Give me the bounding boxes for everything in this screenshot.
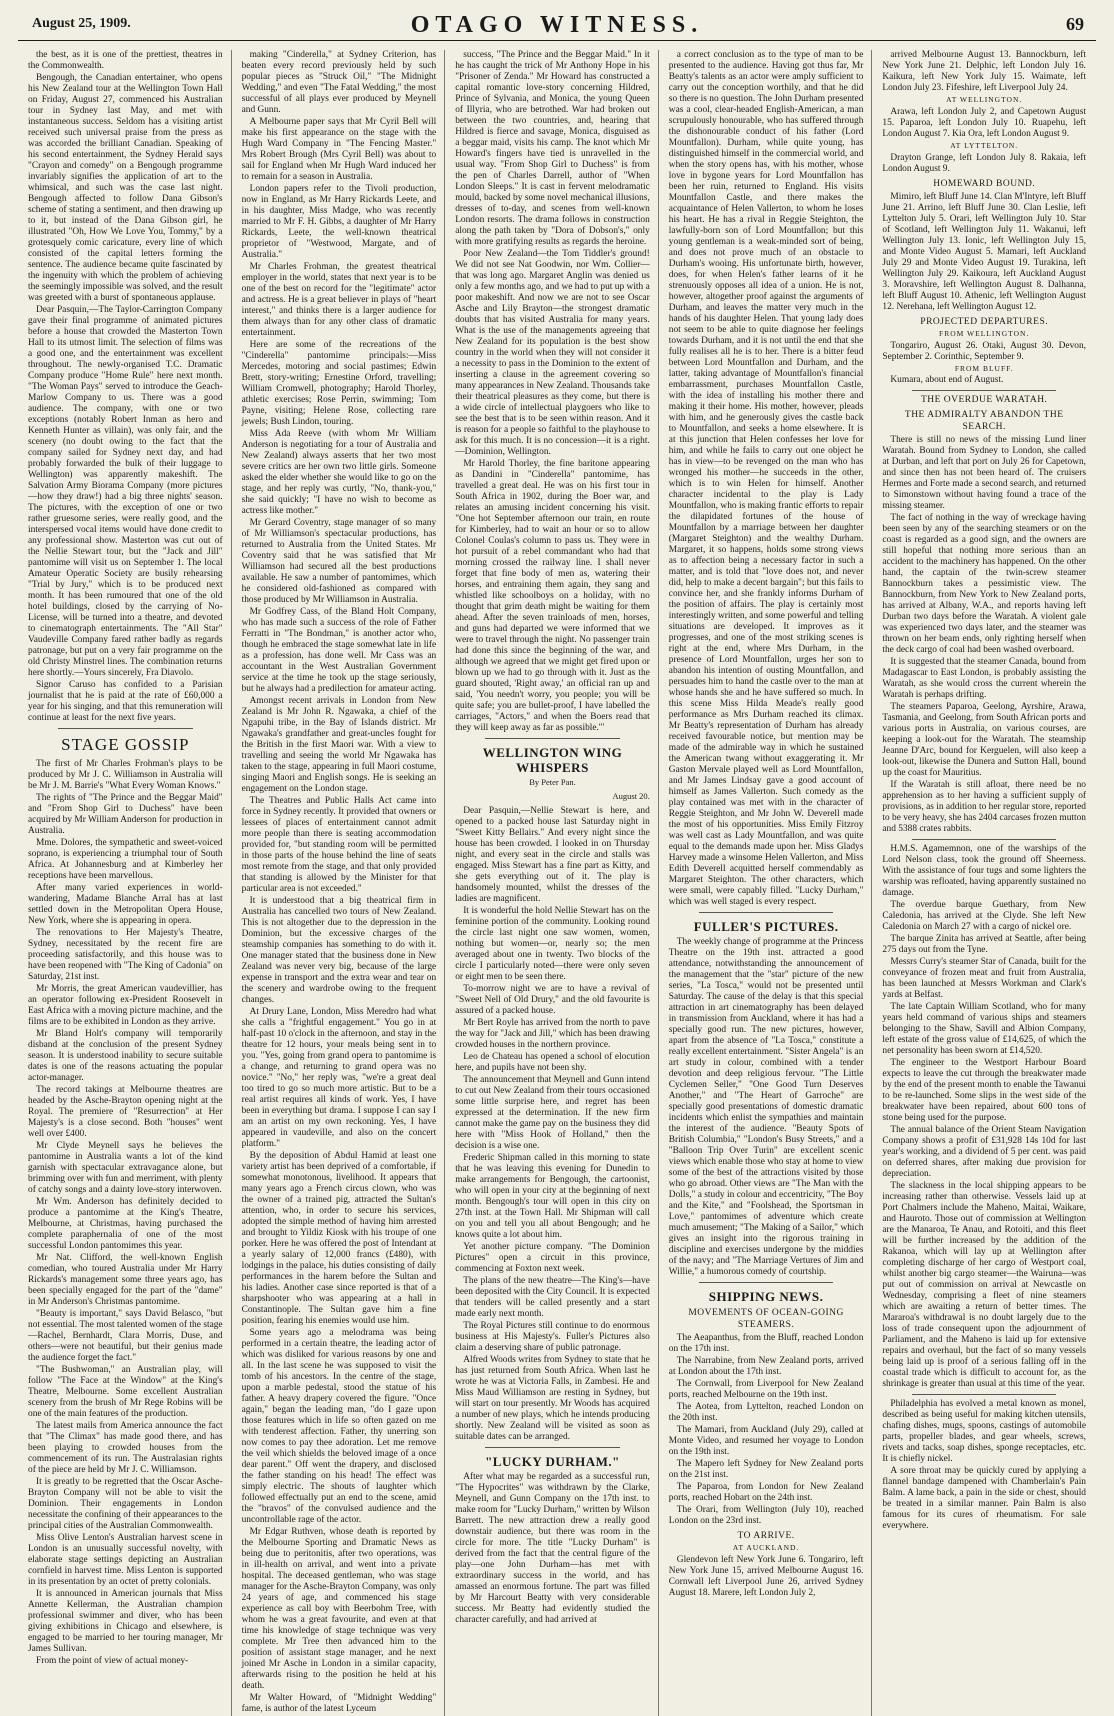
paragraph: At Drury Lane, London, Miss Meredro had what she calls a "frightful engagement." You go in at half-past 10 o'clock in the afternoon, and stay in the theatre for 12 hours, your meals being sent in to you. "Yes, going from grand opera to pantomime is a change, and returning to grand opera was no novice." "No," her reply was, "we're a great deal too tired to go so much more artistic. But to be a real artist requires all kinds of work. Yes, I have been in everything but drama. I suppose I can say I am an artist on my own reckoning. Yes, I have appeared in vaudeville, and also on the concert platform.": [241, 1007, 437, 1149]
subheading-small: AT AUCKLAND.: [732, 1542, 800, 1552]
paragraph: The first of Mr Charles Frohman's plays to be produced by Mr J. C. Williamson in Australia will be Mr J. M. Barrie's "What Every Woman Knows.": [28, 758, 223, 791]
paragraph: It is greatly to be regretted that the Oscar Asche-Brayton Company will not be able to visit the Dominion. Their engagements in London necessitate the confining of their appearances to the principal cities of the Australian Commonwealth.: [28, 1476, 223, 1531]
divider: [912, 1394, 1056, 1395]
section-heading-stage-gossip: STAGE GOSSIP: [61, 735, 190, 754]
paragraph: Mr Harold Thorley, the fine baritone appearing as Dandini in "Cinderella" pantomime, has travelled a great deal. He was on his first tour in South Africa in 1902, during the Boer war, and relates an amusing incident concerning his visit. "One hot September afternoon our train, en route for Kimberley, had to wait an hour or so to allow Colonel Coulas's column to pass us. They were in hot pursuit of a rebel commandant who had that morning crossed the railway line. I shall never forget that fine body of men as, watering their horses, and entraining them again, they sang and whistled like schoolboys on a holiday, with no thought that grim death might be waiting for them ahead. After the seven trainloads of men, horses, and guns had departed we were informed that we were to travel through the night. No passenger train had done this since the beginning of the war, and although we agreed that we might get fired upon or blown up we had to go through with it. Just as the guard shouted, 'Right away,' an official ran up and said, 'You needn't worry, you people; you will be quite safe; you are bullet-proof, I have labelled the carriages, "Actors," and when the Boers read that they will keep away as far as possible.'": [455, 459, 650, 733]
paragraph: Yet another picture company. "The Dominion Pictures" open a circuit in this province, commencing at Foxton next week.: [455, 1242, 650, 1275]
paragraph: The overdue barque Guethary, from New Caledonia, has arrived at the Clyde. She left New Caledonia on March 27 with a cargo of nickel ore.: [882, 899, 1086, 932]
newspaper-title: OTAGO WITNESS.: [410, 12, 704, 38]
paragraph: Mr Gerard Coventry, stage manager of so many of Mr Williamson's spectacular productions, has returned to Australia from the United States. Mr Coventry said that he was satisfied that Mr Williamson had secured all the best productions available. He saw a number of pantomimes, which he considered old-fashioned as compared with those produced by Mr Williamson in Australia.: [241, 518, 437, 605]
paragraph: London papers refer to the Tivoli production, now in England, as Mr Harry Rickards Leete, and in his daughter, Miss Madge, who was recently married to Mr F. H. Gibbs, a daughter of Mr Harry Rickards, Leete, the well-known theatrical proprietor of "Westwood, Margate, and of Australia.": [241, 184, 437, 260]
paragraph: The barque Zinita has arrived at Seattle, after being 275 days out from the Tyne.: [882, 933, 1086, 955]
paragraph: It is suggested that the steamer Canada, bound from Madagascar to East London, is probably assisting the Waratah, as she would cross the current wherein the Waratah is perhaps drifting.: [882, 656, 1086, 700]
paragraph: By the deposition of Abdul Hamid at least one variety artist has been deprived of a comfortable, if somewhat monotonous, livelihood. It appears that many years ago a French circus clown, who was the owner of a trained pig, attracted the Sultan's attention, who, in order to secure his services, adopted the simple method of having him arrested and brought to Yildiz Kiosk with his troupe of one porker. Here he was offered the post of Intendant at a yearly salary of 12,000 francs (£480), with lodgings in the palace, his duties consisting of daily performances in the harem before the Sultan and his ladies. Another case since reported is that of a sharpshooter who was appearing at a hall in Constantinople. The Sultan gave him a fine position, fearing his enemies would use him.: [241, 1151, 437, 1326]
subheading-small: AT WELLINGTON.: [946, 95, 1023, 104]
paragraph: The annual balance of the Orient Steam Navigation Company shows a profit of £31,928 14s 10d for last year's working, and a dividend of 5 per cent. was paid on deferred shares, after making due provision for depreciation.: [882, 1124, 1086, 1179]
paragraph: The late Captain William Scotland, who for many years held command of various ships and steamers belonging to the Shaw, Savill and Albion Company, left estate of the gross value of £14,625, of which the net personality has been sworn at £14,520.: [882, 1001, 1086, 1056]
paragraph: Bengough, the Canadian entertainer, who opens his New Zealand tour at the Wellington Town Hall on Friday, August 27, commenced his Australian tour in Sydney last May, and met with instantaneous success. Seldom has a visiting artist received such universal praise from the press as was accorded the brilliant Canadian. Speaking of his second entertainment, the Sydney Herald says "Crayon and comedy" on a Bengough programme invariably signifies the application of art to the whimsical, and such was the case last night. Bengough affected to follow Dana Gibson's scheme of stating a sentiment, and then drawing up to it, but instead of the Dana Gibson girl, he illustrated "Oh, How We Love You, Tommy," by a grotesquely comic caricature, every line of which consisted of the capital letters forming the sentence. The audience became quite fascinated by the ingenuity with which the problem of achieving the seemingly impossible was solved, and the result was greeted with a burst of spontaneous applause.: [28, 73, 223, 303]
divider: [485, 1447, 620, 1448]
dateline: August 20.: [612, 791, 650, 802]
paragraph: Leo de Chateau has opened a school of elocution here, and pupils have not been shy.: [455, 1052, 650, 1074]
paragraph: After many varied experiences in world-wandering, Madame Blanche Arral has at last settled down in the Metropolitan Opera House, New York, where she is appearing in opera.: [28, 882, 223, 926]
paragraph: To-morrow night we are to have a revival of "Sweet Nell of Old Drury," and the old favourite is assured of a packed house.: [455, 984, 650, 1017]
paragraph: Some years ago a melodrama was being performed in a certain theatre, the leading actor of which was disliked for various reasons by one and all. In the last scene he was supposed to visit the tomb of his ancestors. In the centre of the stage, upon a marble pedestal, stood the statue of his father. A heavy drapery covered the figure. "Once again," began the leading man, "do I gaze upon those features which in life so often gazed on me with tenderest affection. Father, thy unerring son now comes to pay thee adoration. Let me remove the veil which shields the beloved image of a once dear parent." Off went the drapery, and disclosed the father standing on his head! The effect was simply electric. The shouts of laughter which followed effectually put an end to the scene, amid the "bravos" of the convulsed audience and the uncontrollable rage of the actor.: [241, 1328, 437, 1525]
column-4: [669, 50, 873, 1716]
divider: [58, 728, 193, 729]
subheading: PROJECTED DEPARTURES.: [920, 316, 1049, 327]
subheading: MOVEMENTS OF OCEAN-GOING STEAMERS.: [688, 1308, 844, 1330]
byline: By Peter Pan.: [529, 777, 576, 788]
paragraph: "Beauty is important," says David Belasco, "but not essential. The most talented women of the stage—Rachel, Bernhardt, Clara Morris, Duse, and others—were not beautiful, but their genius made the audience forget the fact.": [28, 1308, 223, 1363]
section-heading-overdue-waratah: THE OVERDUE WARATAH.: [920, 395, 1048, 406]
paragraph: The Aotea, from Lyttelton, reached London on the 20th inst.: [668, 1401, 864, 1423]
paragraph: After what may be regarded as a successful run, "The Hypocrites" was withdrawn by the Clarke, Meynell, and Gunn Company on the 17th inst. to make room for "Lucky Durham," written by Wilson Barrett. The new attraction drew a really good downstair audience, but there was room in the circle for more. The title "Lucky Durham" is derived from the fact that the central figure of the play—one John Durham—has met with extraordinary success in the world, and has amassed an enormous fortune. The part was filled by Mr Harcourt Beatty with very considerable success. Mr Beatty had evidently studied the character carefully, and had arrived at: [455, 1472, 650, 1626]
paragraph: Glendevon left New York June 6. Tongariro, left New York June 15, arrived Melbourne August 16. Cornwall left Liverpool June 26, arrived Sydney August 18. Marere, left London July 2,: [668, 1554, 864, 1598]
paragraph: The Cornwall, from Liverpool for New Zealand ports, reached Melbourne on the 19th inst.: [668, 1378, 864, 1400]
column-2: [242, 50, 446, 1716]
paragraph: Mr Clyde Meynell says he believes the pantomime in Australia wants a lot of the kind garnish with spectacular extravagance alone, but brimming over with fun and merriment, with plenty of catchy songs and a dainty love-story interwoven.: [28, 1140, 223, 1195]
paragraph: The Aeapanthus, from the Bluff, reached London on the 17th inst.: [668, 1332, 864, 1354]
paragraph: Mimiro, left Bluff June 14. Clan M'Intyre, left Bluff June 21. Arrino, left Bluff June 30. Clan Leslie, left Lyttelton July 5. Orari, left Wellington July 10. Star of Scotland, left Wellington July 11. Wakanui, left Wellington July 13. Ionic, left Wellington July 15, and Monte Video August 5. Mamari, left Auckland July 29 and Monte Video August 19. Turakina, left Wellington July 29. Kaikoura, left Auckland August 3. Moravshire, left Wellington August 8. Dalhanna, left Bluff August 10. Athenic, left Wellington August 12. Nerehana, left Wellington August 12.: [882, 191, 1086, 312]
paragraph: Mr Charles Frohman, the greatest theatrical employer in the world, states that next year is to be one of the best on record for the "legitimate" actor and actress. He is a great believer in plays of "heart interest," and thinks there is a larger audience for them always than for any other class of dramatic entertainment.: [241, 262, 437, 338]
paragraph: The plans of the new theatre—The King's—have been deposited with the City Council. It is expected that tenders will be called presently and a start made early next month.: [455, 1276, 650, 1320]
paragraph: It is understood that a big theatrical firm in Australia has cancelled two tours of New Zealand. This is not altogether due to the depression in the Dominion, but the excessive charges of the steamship companies has something to do with it. One manager stated that the business done in New Zealand was never very big, because of the large expense in transport and the extra wear and tear on the scenery and wardrobe owing to the frequent changes.: [241, 896, 437, 1005]
masthead: [18, 10, 1096, 41]
paragraph: There is still no news of the missing Lund liner Waratah. Bound from Sydney to London, she called at Durban, and left that port on July 26 for Capetown, and since then has not been heard of. The cruisers Hermes and Forte made a second search, and returned to Simonstown without having found a trace of the missing steamer.: [882, 434, 1086, 511]
paragraph: A sore throat may be quickly cured by applying a flannel bandage dampened with Chamberlain's Pain Balm. A lame back, a pain in the side or chest, should be treated in a similar manner. Pain Balm is also famous for its cures of rheumatism. For sale everywhere.: [882, 1465, 1086, 1531]
divider: [699, 1282, 834, 1283]
divider: [699, 912, 834, 913]
paragraph: Mr Nat. Clifford, the well-known English comedian, who toured Australia under Mr Harry Rickards's management some three years ago, has been specially engaged for the part of the "dame" in Mr Anderson's Christmas pantomime.: [28, 1252, 223, 1307]
column-1: [28, 50, 232, 1716]
paragraph: Philadelphia has evolved a metal known as monel, described as being useful for making kitchen utensils, chafing dishes, mugs, spoons, castings of automobile parts, propeller blades, and gear wheels, screws, rivets and tacks, soap dishes, sponge receptacles, etc. It is chiefly nickel.: [882, 1398, 1086, 1464]
paragraph: The engineer to the Westport Harbour Board expects to leave the cut through the breakwater made by the end of the present month to enable the Tawanui to be re-launched. Some slips in the west side of the breakwater have been repaired, about 600 tons of stone being used for the purpose.: [882, 1057, 1086, 1123]
paragraph: The latest mails from America announce the fact that "The Climax" has made good there, and has been playing to crowded houses from the commencement of its run. The Australasian rights of the piece are held by Mr J. C. Williamson.: [28, 1420, 223, 1475]
paragraph: Kumara, about end of August.: [890, 375, 1004, 386]
paragraph: Signor Caruso has confided to a Parisian journalist that he is paid at the rate of £60,000 a year for his singing, and that this remuneration will continue at least for the next five years.: [28, 680, 223, 723]
divider: [485, 738, 620, 739]
paragraph: Dear Pasquin,—The Taylor-Carrington Company gave their final programme of animated pictures before a house that crowded the Masterton Town Hall to its utmost limit. The selection of films was a good one, and the entertainment was excellent throughout. The newly-organised T.C. Dramatic Company produce "Home Rule" here next month. "The Woman Pays" served to introduce the Geach-Marlow Company to us. There was a good audience. The company, with one or two exceptions (notably Robert Inman as hero and Kenneth Hunter as villain), was only fair, and the scenery (no doubt owing to the fact that the company sailed for Sydney next day, and had probably forwarded the bulk of their luggage to Wellington) was apparently makeshift. The Salvation Army Biorama Company (more pictures—how they draw!) had a big three nights' season. The pictures, with the exception of one or two rather gruesome series, were really good, and the interspersed vocal items would have done credit to any professional show. Masterton was cut out of the Nellie Stewart tour, but the "Jack and Jill" pantomime will visit us on September 1. The local Amateur Operatic Society are busily rehearsing "Trial by Jury," which is to be produced next month. It has been rumoured that one of the old hotel buildings, closed by the carrying of No-License, will be turned into a theatre, and devoted to cinematograph entertainments. The "All Star" Vaudeville Company fared rather badly as regards patronage, but put on a very fair programme on the old Christy Minstrel lines. The combination returns here shortly.—Yours sincerely, Fra Diavolo.: [28, 305, 223, 678]
subheading-small: FROM BLUFF.: [954, 363, 1014, 373]
paragraph: The Paparoa, from London for New Zealand ports, reached Hobart on the 24th inst.: [668, 1481, 864, 1503]
section-heading-lucky-durham: "LUCKY DURHAM.": [485, 1454, 620, 1470]
page-number: 69: [1066, 14, 1084, 34]
paragraph: success, "The Prince and the Beggar Maid." In it he has caught the trick of Mr Anthony Hope in his "Prisoner of Zenda." Mr Howard has constructed a capital romantic love-story concerning Hildred, Prince of Sylvania, and Monica, the young Queen of Illyria, who are betrothed. War had broken out between the two countries, and, hearing that Hildred is fierce and savage, Monica, disguised as a beggar maid, visits his camp. The knot which Mr Howard's fingers have tied is unravelled in the usual way. "From Shop Girl to Duchess" is from the pen of Charles Darrell, author of "When London Sleeps." It is cast in fervent melodramatic mould, backed by some novel mechanical illusions, dresses of to-day, and scenes from well-known London resorts. The drama follows in construction along the path taken by "Dora of Dobson's," only with more gratifying results as regards the heroine.: [455, 50, 650, 247]
subheading-small: FROM WELLINGTON.: [939, 328, 1030, 338]
paragraph: Mr Walter Howard, of "Midnight Wedding" fame, is author of the latest Lyceum: [241, 1693, 437, 1714]
paragraph: The Narrabine, from New Zealand ports, arrived at London about the 17th inst.: [668, 1355, 864, 1377]
subheading: THE ADMIRALTY ABANDON THE SEARCH.: [904, 410, 1064, 432]
paragraph: the best, as it is one of the prettiest, theatres in the Commonwealth.: [28, 50, 223, 71]
paragraph: making "Cinderella," at Sydney Criterion, has beaten every record previously held by such popular pieces as "Struck Oil," "The Midnight Wedding," and even "The Fatal Wedding," the most successful of all plays ever produced by Meynell and Gunn.: [241, 50, 437, 115]
paragraph: From the point of view of actual money-: [36, 1655, 189, 1666]
paragraph: arrived Melbourne August 13. Bannockburn, left New York June 21. Delphic, left London July 16. Kaikura, left New York July 15. Waimate, left London July 23. Fifeshire, left Liverpool July 24.: [882, 50, 1086, 93]
paragraph: The slackness in the local shipping appears to be increasing rather than otherwise. Vessels laid up at Port Chalmers include the Maheno, Maitai, Waikare, and Hauroto. Those out of commission at Wellington are the Manaroa, Te Anau, and Rotoiti, and this fleet will be further increased by the addition of the Rakanoa, which will lay up at Wellington after completing discharge of her cargo of Westport coal, whilst another big cargo steamer—the Wairuna—was put out of commission on arrival at Newcastle on Wednesday, comprising a fleet of nine steamers which are awaiting a return of better times. The Mararoa's withdrawal is no doubt largely due to the loss of trade consequent upon the adjournment of Parliament, and the Maheno is laid up for extensive repairs and overhaul, but the fact of so many vessels being laid up is proof of a serious falling off in the coastal trade which is difficult to account for, as the shrinkage is greater than usual at this time of the year.: [882, 1180, 1086, 1389]
subheading-small: AT LYTTELTON.: [950, 140, 1019, 150]
paragraph: Here are some of the recreations of the "Cinderella" pantomime principals:—Miss Mercedes, motoring and social pastimes; Edwin Brett, story-writing; Ernestine Orford, travelling; William Cromwell, photography; Harold Thorley, athletic exercises; Rose Perrin, swimming; Tom Payne, visiting; Helene Rose, collecting rare jewels; Bush Lindon, touring.: [241, 340, 437, 427]
paragraph: It is wonderful the hold Nellie Stewart has on the feminine portion of the community. Looking round the circle last night one saw women, women, nothing but women—or, nearly so; the men averaged about one in twenty. Two blocks of the circle I particularly noted—there were only seven or eight men to be seen there.: [455, 906, 650, 983]
paragraph: The Mapero left Sydney for New Zealand ports on the 21st inst.: [668, 1458, 864, 1480]
paragraph: Mr Wm. Anderson has definitely decided to produce a pantomime at the King's Theatre, Melbourne, at Christmas, having purchased the complete paraphernalia of one of the most successful London pantomimes this year.: [28, 1196, 223, 1251]
paragraph: Arawa, left London July 2, and Capetown August 15. Paparoa, left London July 10. Ruapehu, left London August 7. Kia Ora, left London August 9.: [882, 106, 1086, 139]
paragraph: Frederic Shipman called in this morning to state that he was leaving this evening for Dunedin to make arrangements for Bengough, the cartoonist, who will open in your city at the beginning of next month. Bengough's tour will open in this city on 27th inst. at the Town Hall. Mr Shipman will call on you and tell you all about Bengough; and he knows quite a lot about him.: [455, 1153, 650, 1241]
column-3: [455, 50, 659, 1716]
subheading: HOMEWARD BOUND.: [933, 178, 1036, 189]
paragraph: The weekly change of programme at the Princess Theatre on the 19th inst. attracted a good attendance, notwithstanding the announcement of the management that the "star" picture of the new series, "La Tosca," would not be presented until Saturday. The cause of the delay is that this special attraction in art cinematography has been delayed in transmission from Auckland, where it has had a specially good run. The new pictures, however, apart from the absence of "La Tosca," constitute a really excellent entertainment. "Sister Angela" is an art study in colour, combined with a tender devotion and deep religious fervour. "The Little Cyclemen Seller," "One Good Turn Deserves Another," and "The Heart of Garroche" are specially good presentations of domestic dramatic incidents which enlist the sympathies and maintain the interest of the audience. "Beauty Spots of British Columbia," "London's Busy Streets," and a "Balloon Trip Over Turin" are excellent scenic views which enable those who stay at home to view some of the best of the attractions visited by those who go abroad. Other views are "The Man with the Dolls," a study in colour and eccentricity, "The Boy and the Kite," and "Foolshead, the Sportsman in Love," pantomimes of adventure which create much amusement; "The Making of a Sailor," which gives an insight into the rigorous training in discipline and exercises undergone by the middies of the navy; and "The Marriage Vertures of Jim and Willie," a humorous comedy of courtship.: [668, 937, 864, 1278]
paragraph: The renovations to Her Majesty's Theatre, Sydney, necessitated by the recent fire are proceeding satisfactorily, and this house was to have been reopened with "The King of Cadonia" on Saturday, 21st inst.: [28, 927, 223, 982]
paragraph: The Mamari, from Auckland (July 29), called at Monte Video, and resumed her voyage to London on the 19th inst.: [668, 1424, 864, 1457]
article-columns: [28, 50, 1086, 1714]
paragraph: Miss Ada Reeve (with whom Mr William Anderson is negotiating for a tour of Australia and New Zealand) always asserts that her two most severe critics are her own two little girls. Someone asked the elder whether she would like to go on the stage, and her reply was curtly, "No, thank-you," she said quickly; "I have no wish to become as actress like mother.": [241, 429, 437, 516]
paragraph: The announcement that Meynell and Gunn intend to cut out New Zealand from their tours occasioned some little surprise here, and regret has been expressed at the determination. If the new firm cannot make the game pay on the business they did here with "Miss Hook of Holland," then the decision is a wise one.: [455, 1075, 650, 1152]
paragraph: The Orari, from Wellington (July 10), reached London on the 23rd inst.: [668, 1504, 864, 1526]
paragraph: The steamers Paparoa, Geelong, Ayrshire, Arawa, Tasmania, and Geelong, from South African ports and various ports in Australia, on various courses, are keeping a look-out for the Waratah. The steamship Jeanne D'Arc, bound for Kerguelen, will also keep a look-out, likewise the Dunera and Sutton Hall, bound up the coast for Mauritius.: [882, 701, 1086, 778]
paragraph: Poor New Zealand—the Tom Tiddler's ground! We did not see Nat Goodwin, nor Wm. Collier—that was long ago. Margaret Anglin was denied us only a few months ago, and we had to put up with a poor makeshift. And now we are not to see Oscar Asche and Lily Brayton—the strongest dramatic doubts that has visited Australia for many years. What is the use of the managements agreeing that New Zealand for its population is the best show country in the world when they will not consider it a necessity to pass in the Dominion to the extent of inserting a clause in the agreement covering so many appearances in New Zealand. Thousands take their theatrical pleasures as they come, but there is a wide circle of intellectual playgoers who like to see the best that is to be seen within reason. And it is reason for a people so faithful to the playhouse to ask for this much. It is no concession—it is a right.—Dominion, Wellington.: [455, 249, 650, 457]
subheading: TO ARRIVE.: [737, 1530, 795, 1541]
column-5: [882, 50, 1086, 1716]
paragraph: The rights of "The Prince and the Beggar Maid" and "From Shop Girl to Duchess" have been acquired by Mr William Anderson for production in Australia.: [28, 792, 223, 836]
section-heading-wellington-wing-whispers: WELLINGTON WING WHISPERS: [482, 745, 623, 776]
paragraph: The Royal Pictures still continue to do enormous business at His Majesty's. Fuller's Pictures also claim a deserving share of public patronage.: [455, 1321, 650, 1354]
divider: [912, 839, 1056, 840]
paragraph: Amongst recent arrivals in London from New Zealand is Mr John R. Ngawaka, a chief of the Ngapuhi tribe, in the Bay of Islands district. Mr Ngawaka's grandfather and great-uncles fought for the British in the first Maori war. With a view to travelling and seeing the world Mr Ngawaka has taken to the stage, appearing in full Maori costume, singing Maori and English songs. He is seeking an engagement on the London stage.: [241, 696, 437, 794]
paragraph: a correct conclusion as to the type of man to be presented to the audience. Having got thus far, Mr Beatty's talents as an actor were amply sufficient to carry out the conception worthily, and that he did so there is no question. The John Durham presented was a cool, clear-headed English-American, a man scrupulously honourable, who has suffered through the dishonourable conduct of his father (Lord Mountfallon). Durham, while quite young, has distinguished himself in the commercial world, and when the story opens has, with his mother, whose love in bygone years for Lord Mountfallon has been her ruin, returned to England. His visits Mountfallon Castle, and there makes the acquaintance of Helen Vallerton, to whom he loses his heart. He has a rival in Reggie Steighton, the lawfully-born son of Lord Mountfallon; but this young gentleman is a weak-minded sort of being, and does not prove much of an obstacle to Durham's wooing. His unfortunate birth, however, does, for when Helen's father learns of it he strenuously opposes all idea of a union. He is not, however, altogether proof against the arguments of Durham, and leaves the matter very much in the hands of his daughter Helen. That young lady does not seem to be able to quite diagnose her feelings towards Durham, and it is not until the end that she fully realises all he is to her. There is a bitter feud between Lord Mountfallon and Durham, and the latter, taking advantage of Mountfallon's financial embarrassment, purchases Mountfallon Castle, with the idea of installing his mother there and making it their home. His mother, however, pleads with him, and he generously gives the castle back to Mountfallon, and seeks a home elsewhere. It is at this junction that Helen confesses her love for him, and while he fails to carry out one object he has in view—to be revenged on the man who has wronged his mother—he succeeds in the other, which is to win Helen for himself. Another character incidental to the play is Lady Mountfallon, who is making frantic efforts to repair the dilapidated fortunes of the house of Mountfallon by a marriage between her daughter (Margaret Steighton) and the wealthy Durham. Margaret, it so happens, holds some strong views as to affection being a necessary factor in such a matter, and is told that "love does not, and never did, help to make a decent bargain"; but this fails to convince her, and she frankly informs Durham of the position of affairs. The play is certainly most interestingly written, and some powerful and telling situations are developed. It improves as it progresses, and one of the most striking scenes is right at the end, where Mrs Durham, in the presence of Lord Mountfallon, urges her son to abandon his intention of ousting Mountfallon, and persuades him to hand the castle over to the man at whose hands she and he have suffered so much. In this scene Miss Hilda Meade's really good performance as Mrs Durham reached its climax. Mr Beatty's representation of Durham has already received favourable notice, but mention may be made of the admirable way in which he sustained the American twang without exaggerating it. Mr Gaston Mervale played well as Lord Mountfallon, and Mr James Lindsay gave a good account of himself as James Vallerton. Such comedy as the play contained was met with in the character of Reggie Steighton, and Mr John W. Deverell made the most of his opportunities. Miss Emily Fitzroy was well cast as Lady Mountfallon, and was quite equal to the demands made upon her. Miss Gladys Harvey made a winsome Helen Vallerton, and Miss Edith Deverell acquitted herself commendably as Margaret Steighton. The other characters, which were small, were capably filled. "Lucky Durham," which was well staged is every respect.: [668, 50, 864, 907]
paragraph: Dear Pasquin,—Nellie Stewart is here, and opened to a packed house last Saturday night in "Sweet Kitty Bellairs." And every night since the house has been crowded. I looked in on Thursday night, and every seat in the circle and stalls was engaged. Miss Stewart has a fine part as Kitty, and she gets everything out of it. The play is handsomely mounted, whilst the dresses of the ladies are magnificent.: [455, 806, 650, 905]
paragraph: A Melbourne paper says that Mr Cyril Bell will make his first appearance on the stage with the Hugh Ward Company in "The Fencing Master." Mrs Robert Brough (Mrs Cyril Bell) was about to sail for England when Mr Hugh Ward induced her to remain for a season in Australia.: [241, 117, 437, 182]
paragraph: Mr Morris, the great American vaudevillier, has an operator following ex-President Roosevelt in East Africa with a moving picture machine, and the films are to be exhibited in London as they arrive.: [28, 983, 223, 1027]
paragraph: Miss Olive Lenton's Australian harvest scene in London is an unusually successful novelty, with elaborate stage settings depicting an Australian cornfield in harvest time. Miss Lenton is supported in its presentation by an octet of pretty colonials.: [28, 1532, 223, 1587]
paragraph: The record takings at Melbourne theatres are headed by the Asche-Brayton opening night at the Royal. The premiere of "Resurrection" at Her Majesty's is a close second. Both "houses" went well over £400.: [28, 1084, 223, 1139]
issue-date: August 25, 1909.: [32, 16, 131, 31]
section-heading-fullers-pictures: FULLER'S PICTURES.: [693, 919, 839, 934]
paragraph: The Theatres and Public Halls Act came into force in Sydney recently. It provided that owners or lessees of places of entertainment cannot admit more people than there is seating accommodation provided for, "but standing room will be permitted in those parts of the house behind the line of seats most remote from the stage, and that only provided that standing is allowed by the Minister for that particular area is not exceeded.": [241, 796, 437, 894]
paragraph: Mr Bland Holt's company will temporarily disband at the conclusion of the present Sydney season. It is understood inability to secure suitable dates is one of the reasons actuating the popular actor-manager.: [28, 1028, 223, 1083]
paragraph: "The Bushwoman," an Australian play, will follow "The Face at the Window" at the King's Theatre, Melbourne. Some excellent Australian scenery from the brush of Mr Rege Robins will be one of the main features of the production.: [28, 1364, 223, 1419]
paragraph: Messrs Curry's steamer Star of Canada, built for the conveyance of frozen meat and fruit from Australia, has been launched at Messrs Workman and Clark's yards at Belfast.: [882, 956, 1086, 1000]
paragraph: Drayton Grange, left London July 8. Rakaia, left London August 9.: [882, 152, 1086, 174]
paragraph: Mr Bert Royle has arrived from the north to pave the way for "Jack and Jill," which has been drawing crowded houses in the northern province.: [455, 1018, 650, 1051]
paragraph: It is announced in American journals that Miss Annette Kellerman, the Australian champion professional swimmer and diver, who has been giving exhibitions in Chicago and elsewhere, is engaged to be married to her touring manager, Mr James Sullivan.: [28, 1588, 223, 1654]
paragraph: Tongariro, August 26. Otaki, August 30. Devon, September 2. Corinthic, September 9.: [882, 340, 1086, 362]
paragraph: Mr Godfrey Cass, of the Bland Holt Company, who has made such a success of the role of Father Ferratti in "The Bondman," is another actor who, though he embraced the stage somewhat late in life as a profession, has done well. Mr Cass was an accountant in the West Australian Government service at the time he took up the stage seriously, but he always had a predilection for amateur acting.: [241, 607, 437, 694]
paragraph: H.M.S. Agamemnon, one of the warships of the Lord Nelson class, took the ground off Sheerness. With the assistance of four tugs and some lighters the warship was refloated, having apparently sustained no damage.: [882, 843, 1086, 898]
section-heading-shipping-news: SHIPPING NEWS.: [708, 1289, 824, 1305]
paragraph: Mme. Dolores, the sympathetic and sweet-voiced soprano, is experiencing a triumphal tour of South Africa. At Johannesburg and at Kimberley her receptions have been marvellous.: [28, 837, 223, 881]
paragraph: Alfred Woods writes from Sydney to state that he has just returned from South Africa. When last he wrote he was at Victoria Falls, in Zambesi. He and Miss Maud Williamson are resting in Sydney, but will start on tour presently. Mr Woods has acquired a number of new plays, which he intends producing shortly. New Zealand will be visited as soon as suitable dates can be arranged.: [455, 1355, 650, 1443]
paragraph: Mr Edgar Ruthven, whose death is reported by the Melbourne Sporting and Dramatic News as being due to peritonitis, after two operations, was in ill-health on arrival, and went into a private hospital. The deceased gentleman, who was stage manager for the Asche-Brayton Company, was only 24 years of age, and commenced his stage experience as call boy with Beerbohm Tree, with whom he was a great favourite, and even at that time his knowledge of stage technique was very complete. Mr Tree then advanced him to the position of assistant stage manager, and he next joined Mr Asche in London in a similar capacity, afterwards rising to the position he held at his death.: [241, 1527, 437, 1691]
paragraph: If the Waratah is still afloat, there need be no apprehension as to her having a sufficient supply of provisions, as in addition to her regular store, reported to be very heavy, she has 2404 carcases frozen mutton and 5388 crates rabbits.: [882, 779, 1086, 834]
paragraph: The fact of nothing in the way of wreckage having been seen by any of the searching steamers or on the coast is regarded as a good sign, and the owners are still hopeful that nothing more serious than an accident to the machinery has happened. On the other hand, the captain of the twin-screw steamer Bannockburn takes a pessimistic view. The Bannockburn, from New York to New Zealand ports, has arrived at Albany, W.A., and reports having left Durban two days before the Waratah. A violent gale was experienced two days later, and the steamer was thrown on her beam ends, only righting herself when the deck cargo of coal had been washed overboard.: [882, 512, 1086, 655]
divider: [912, 390, 1056, 391]
